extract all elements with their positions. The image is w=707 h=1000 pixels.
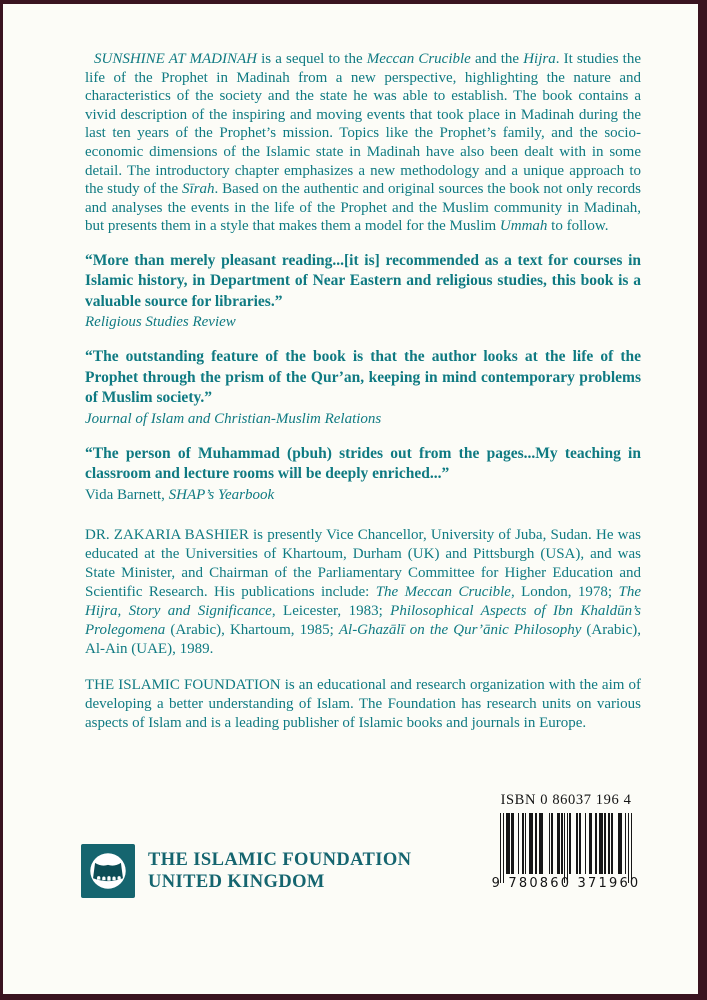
review-quote-attribution: Vida Barnett, SHAP’s Yearbook: [85, 486, 275, 503]
review-quote-2: [85, 347, 641, 429]
publisher-name-block: [148, 849, 411, 894]
review-quote-text: “The outstanding feature of the book is that the author looks at the life of the Prophet through the prism of the Qur’an, keeping in mind contemporary problems of Muslim society.”: [85, 348, 641, 407]
review-quote-attribution: Religious Studies Review: [85, 314, 236, 331]
ean-number: 9 780860 371960: [491, 876, 641, 891]
back-cover-page: [3, 4, 698, 994]
review-quote-text: “More than merely pleasant reading...[it is] recommended as a text for courses in Islamic history, in Department of Near Eastern and religious studies, this book is a valuable source for libraries.”: [85, 251, 641, 310]
review-quote-text: “The person of Muhammad (pbuh) strides out from the pages...My teaching in classroom and lecture rooms will be deeply enriched...”: [85, 444, 641, 483]
isbn-barcode: [484, 813, 648, 883]
publisher-country: UNITED KINGDOM: [148, 872, 325, 892]
author-bio-paragraph: DR. ZAKARIA BASHIER is presently Vice Chancellor, University of Juba, Sudan. He was educated at the Universities of Khartoum, Durham (UK) and Pittsburgh (USA), and was State Minister, and Chairman of the Parliamentary Committee for Higher Education and Scientific Research. His publications include: The Meccan Crucible, London, 1978; The Hijra, Story and Significance, Leicester, 1983; Philosophical Aspects of Ibn Khaldūn’s Prolegomena (Arabic), Khartoum, 1985; Al-Ghazālī on the Qur’ānic Philosophy (Arabic), Al-Ain (UAE), 1989.: [85, 526, 641, 657]
synopsis-paragraph: SUNSHINE AT MADINAH is a sequel to the Meccan Crucible and the Hijra. It studies the life of the Prophet in Madinah from a new perspective, highlighting the nature and characteristics of the society and the state he was able to establish. The book contains a vivid description of the inspiring and moving events that took place in Madinah during the last ten years of the Prophet’s mission. Topics like the Prophet’s family, and the socio-economic dimensions of the Islamic state in Madinah have also been dealt with in some detail. The introductory chapter emphasizes a new methodology and a unique approach to the study of the Sīrah. Based on the authentic and original sources the book not only records and analyses the events in the life of the Prophet and the Muslim community in Madinah, but presents them in a style that makes them a model for the Muslim Ummah to follow.: [85, 51, 642, 235]
isbn-label: ISBN 0 86037 196 4: [500, 792, 632, 808]
review-quote-attribution: Journal of Islam and Christian-Muslim Relations: [85, 410, 382, 427]
publisher-paragraph: THE ISLAMIC FOUNDATION is an educational and research organization with the aim of developing a better understanding of Islam. The Foundation has research units on various aspects of Islam and is a leading publisher of Islamic books and journals in Europe.: [85, 676, 641, 731]
review-quote-3: [85, 444, 641, 505]
publisher-name: THE ISLAMIC FOUNDATION: [148, 849, 412, 870]
publisher-logo: [81, 844, 411, 898]
mosque-icon: [81, 844, 135, 898]
review-quote-1: [85, 251, 641, 333]
isbn-block: [484, 792, 648, 891]
